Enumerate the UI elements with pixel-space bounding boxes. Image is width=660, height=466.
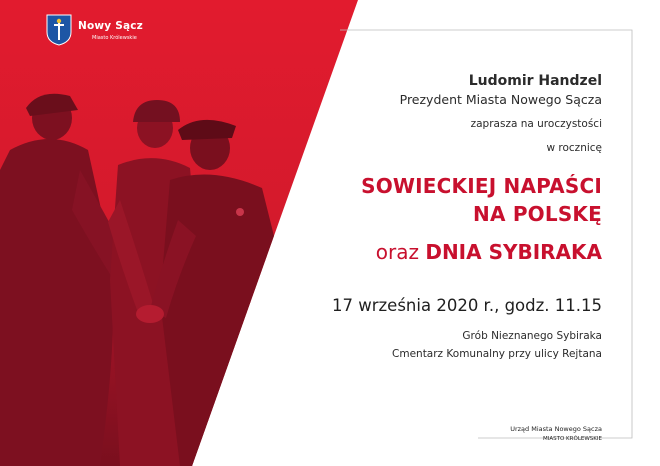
host-name: Ludomir Handzel [468,73,602,89]
event-place-line-1: Grób Nieznanego Sybiraka [462,330,602,342]
city-logo [46,14,166,50]
invite-text: zaprasza na uroczystości [470,118,602,130]
footer-office: Urząd Miasta Nowego Sącza [510,425,602,433]
host-role: Prezydent Miasta Nowego Sącza [399,92,602,107]
headline-line-3-prefix: oraz [375,240,419,264]
logo-subtitle: Miasto Królewskie [92,35,137,41]
event-place-line-2: Cmentarz Komunalny przy ulicy Rejtana [392,348,602,360]
footer [510,425,602,442]
event-date-time: 17 września 2020 r., godz. 11.15 [332,296,602,315]
headline-line-2: NA POLSKĘ [473,202,602,226]
headline-line-1: SOWIECKIEJ NAPAŚCI [361,174,602,198]
headline-line-3-strong: DNIA SYBIRAKA [425,240,602,264]
coat-of-arms-icon [46,14,72,46]
occasion-text: w rocznicę [546,142,602,154]
footer-tagline: MIASTO KRÓLEWSKIE [543,436,602,442]
headline-line-3 [376,240,602,264]
logo-name: Nowy Sącz [78,20,143,32]
